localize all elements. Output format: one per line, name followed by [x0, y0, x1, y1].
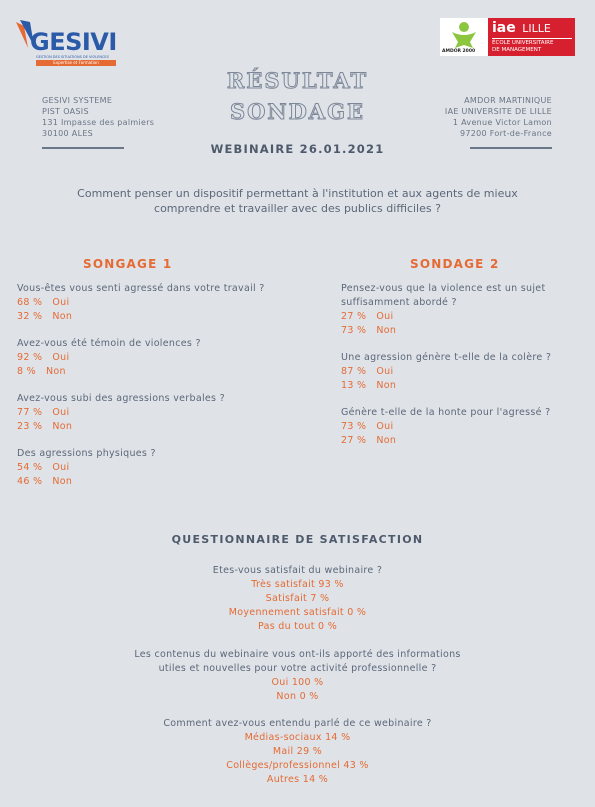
satisfaction-question: Les contenus du webinaire vous ont-ils apporté des informations	[134, 649, 461, 660]
survey-answer: 23 % Non	[17, 421, 73, 432]
address-line: PIST OASIS	[42, 107, 89, 116]
gesivi-tagline: GESTION DES SITUATIONS DE VIOLENCES	[36, 55, 109, 59]
survey-answer: 77 % Oui	[17, 407, 70, 418]
page-subtitle: WEBINAIRE 26.01.2021	[210, 142, 385, 156]
satisfaction-question: Comment avez-vous entendu parlé de ce webinaire ?	[163, 718, 432, 729]
survey-answer: 68 % Oui	[17, 297, 70, 308]
iae-line1: ÉCOLE UNIVERSITAIRE	[492, 38, 572, 47]
survey-question: Avez-vous subi des agressions verbales ?	[17, 393, 225, 404]
survey2-list	[341, 282, 581, 448]
survey-answer: 73 % Oui	[341, 421, 394, 432]
survey-answer: 13 % Non	[341, 380, 397, 391]
page-title-line1: RÉSULTAT	[226, 68, 369, 93]
survey1-title: SONGAGE 1	[83, 257, 173, 271]
address-right	[400, 95, 552, 139]
survey-item	[341, 351, 581, 393]
survey-answer: 27 % Non	[341, 435, 397, 446]
survey-answer: 92 % Oui	[17, 352, 70, 363]
iae-line2: DE MANAGEMENT	[492, 47, 542, 53]
divider-left	[42, 147, 124, 149]
satisfaction-block	[80, 564, 515, 634]
survey-answer: 46 % Non	[17, 476, 73, 487]
satisfaction-question: Etes-vous satisfait du webinaire ?	[212, 565, 383, 576]
satisfaction-block	[80, 717, 515, 787]
survey-question: Une agression génère t-elle de la colère ?	[341, 352, 552, 363]
gesivi-logo	[14, 18, 134, 68]
satisfaction-answer: Autres 14 %	[266, 774, 329, 785]
address-line: IAE UNIVERSITE DE LILLE	[444, 107, 552, 116]
satisfaction-answer: Moyennement satisfait 0 %	[228, 607, 367, 618]
survey-answer: 73 % Non	[341, 325, 397, 336]
address-line: 131 Impasse des palmiers	[42, 118, 155, 127]
survey-answer: 27 % Oui	[341, 311, 394, 322]
iae-city: LILLE	[522, 22, 551, 35]
page-title-line2: SONDAGE	[229, 99, 366, 124]
survey-item	[341, 282, 581, 338]
main-question: Comment penser un dispositif permettant à l'institution et aux agents de mieux comprendre et travailler avec des publics difficiles ?	[77, 187, 518, 215]
iae-wordmark: iae	[492, 20, 516, 36]
gesivi-wordmark: GESIVI	[30, 28, 117, 56]
survey-question: Des agressions physiques ?	[17, 448, 156, 459]
satisfaction-answer: Collèges/professionnel 43 %	[226, 760, 369, 771]
survey-question: suffisamment abordé ?	[341, 297, 457, 308]
address-line: AMDOR MARTINIQUE	[464, 96, 552, 105]
amdor-label: AMDOR 2000	[442, 49, 476, 54]
satisfaction-answer: Satisfait 7 %	[265, 593, 330, 604]
satisfaction-answer: Non 0 %	[276, 691, 319, 702]
satisfaction-answer: Médias-sociaux 14 %	[244, 732, 351, 743]
satisfaction-question: utiles et nouvelles pour votre activité professionnelle ?	[158, 663, 437, 674]
survey-question: Génère t-elle de la honte pour l'agressé ?	[341, 407, 551, 418]
survey-item	[17, 282, 297, 324]
survey-question: Avez-vous été témoin de violences ?	[17, 338, 201, 349]
survey-item	[17, 392, 297, 434]
address-left	[42, 95, 182, 139]
survey2-title: SONDAGE 2	[410, 257, 500, 271]
satisfaction-answer: Très satisfait 93 %	[251, 579, 344, 590]
survey-item	[17, 447, 297, 489]
survey-item	[341, 406, 581, 448]
address-line: 97200 Fort-de-France	[459, 129, 552, 138]
satisfaction-answer: Mail 29 %	[272, 746, 323, 757]
address-line: 1 Avenue Victor Lamon	[452, 118, 552, 127]
survey-answer: 32 % Non	[17, 311, 73, 322]
address-line: 30100 ALES	[42, 129, 94, 138]
survey-answer: 87 % Oui	[341, 366, 394, 377]
survey-item	[17, 337, 297, 379]
gesivi-subtagline: Expertise et Formation	[36, 60, 116, 66]
divider-right	[470, 147, 552, 149]
satisfaction-block	[80, 648, 515, 704]
satisfaction-title: QUESTIONNAIRE DE SATISFACTION	[171, 533, 424, 546]
survey-question: Vous-êtes vous senti agressé dans votre travail ?	[17, 283, 265, 294]
address-line: GESIVI SYSTEME	[42, 96, 113, 105]
survey-question: Pensez-vous que la violence est un sujet	[341, 283, 546, 294]
survey1-list	[17, 282, 297, 489]
satisfaction-answer: Pas du tout 0 %	[257, 621, 338, 632]
survey-answer: 54 % Oui	[17, 462, 70, 473]
survey-answer: 8 % Non	[17, 366, 66, 377]
iae-lille-logo	[440, 18, 575, 56]
satisfaction-answer: Oui 100 %	[271, 677, 324, 688]
amdor-logo	[440, 18, 488, 56]
